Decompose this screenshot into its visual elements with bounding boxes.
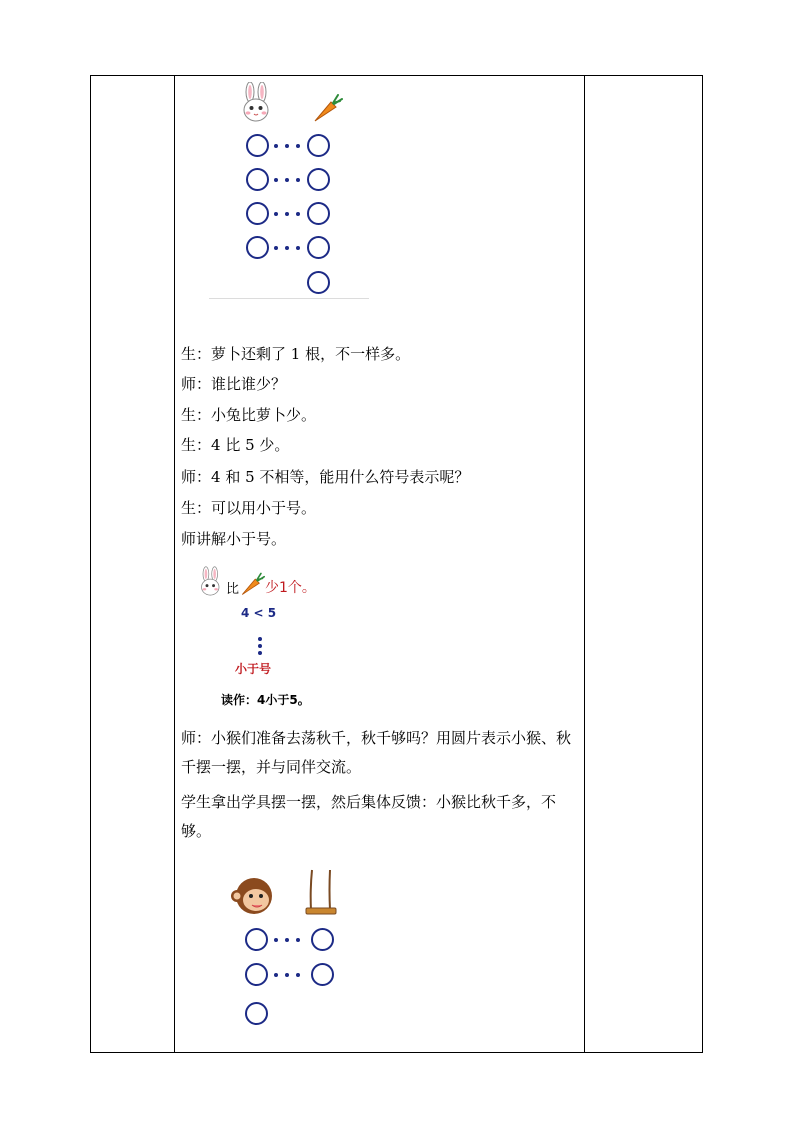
carrot-circle [307,236,330,259]
less-one-text: 少1个。 [265,580,316,596]
compare-word: 比 [226,582,240,597]
monkey-icon [230,874,278,918]
dialogue-line: 生：小兔比萝卜少。 [181,406,317,424]
carrot-circle [307,134,330,157]
divider-line [209,298,369,299]
dialogue-line: 师：4 和 5 不相等，能用什么符号表示呢？ [181,468,470,486]
swing-circle [311,928,334,951]
carrot-circle-extra [307,271,330,294]
rabbit-circle [246,168,269,191]
match-dots [274,212,300,216]
pointer-dots [257,636,263,658]
dialogue-line: 生：4 比 5 少。 [181,436,290,454]
carrot-circle [307,168,330,191]
dialogue-line: 生：萝卜还剩了 1 根，不一样多。 [181,345,411,363]
match-dots [274,938,300,942]
rabbit-circle [246,202,269,225]
dialogue-line: 师：谁比谁少？ [181,375,287,393]
lesson-content-cell [175,76,584,1052]
carrot-circle [307,202,330,225]
monkey-circle [245,928,268,951]
table-column-divider-right [584,75,585,1053]
reading-text: 读作：4小于5。 [221,693,310,707]
rabbit-icon [195,564,227,600]
match-dots [274,144,300,148]
monkey-circle [245,963,268,986]
symbol-name: 小于号 [235,662,272,676]
expression: 4 < 5 [241,606,277,620]
rabbit-circle [246,134,269,157]
carrot-icon [239,570,265,598]
swing-icon [303,868,339,920]
dialogue-line: 生：可以用小于号。 [181,499,317,517]
rabbit-circle [246,236,269,259]
student-feedback: 学生拿出学具摆一摆，然后集体反馈：小猴比秋千多，不够。 [181,793,557,840]
swing-circle [311,963,334,986]
rabbit-icon [235,82,279,124]
match-dots [274,973,300,977]
carrot-icon [311,92,343,124]
monkey-question: 师：小猴们准备去荡秋千，秋千够吗？用圆片表示小猴、秋千摆一摆，并与同伴交流。 [181,729,572,776]
monkey-circle-extra [245,1002,268,1025]
teacher-explains: 师讲解小于号。 [181,530,287,548]
match-dots [274,178,300,182]
match-dots [274,246,300,250]
